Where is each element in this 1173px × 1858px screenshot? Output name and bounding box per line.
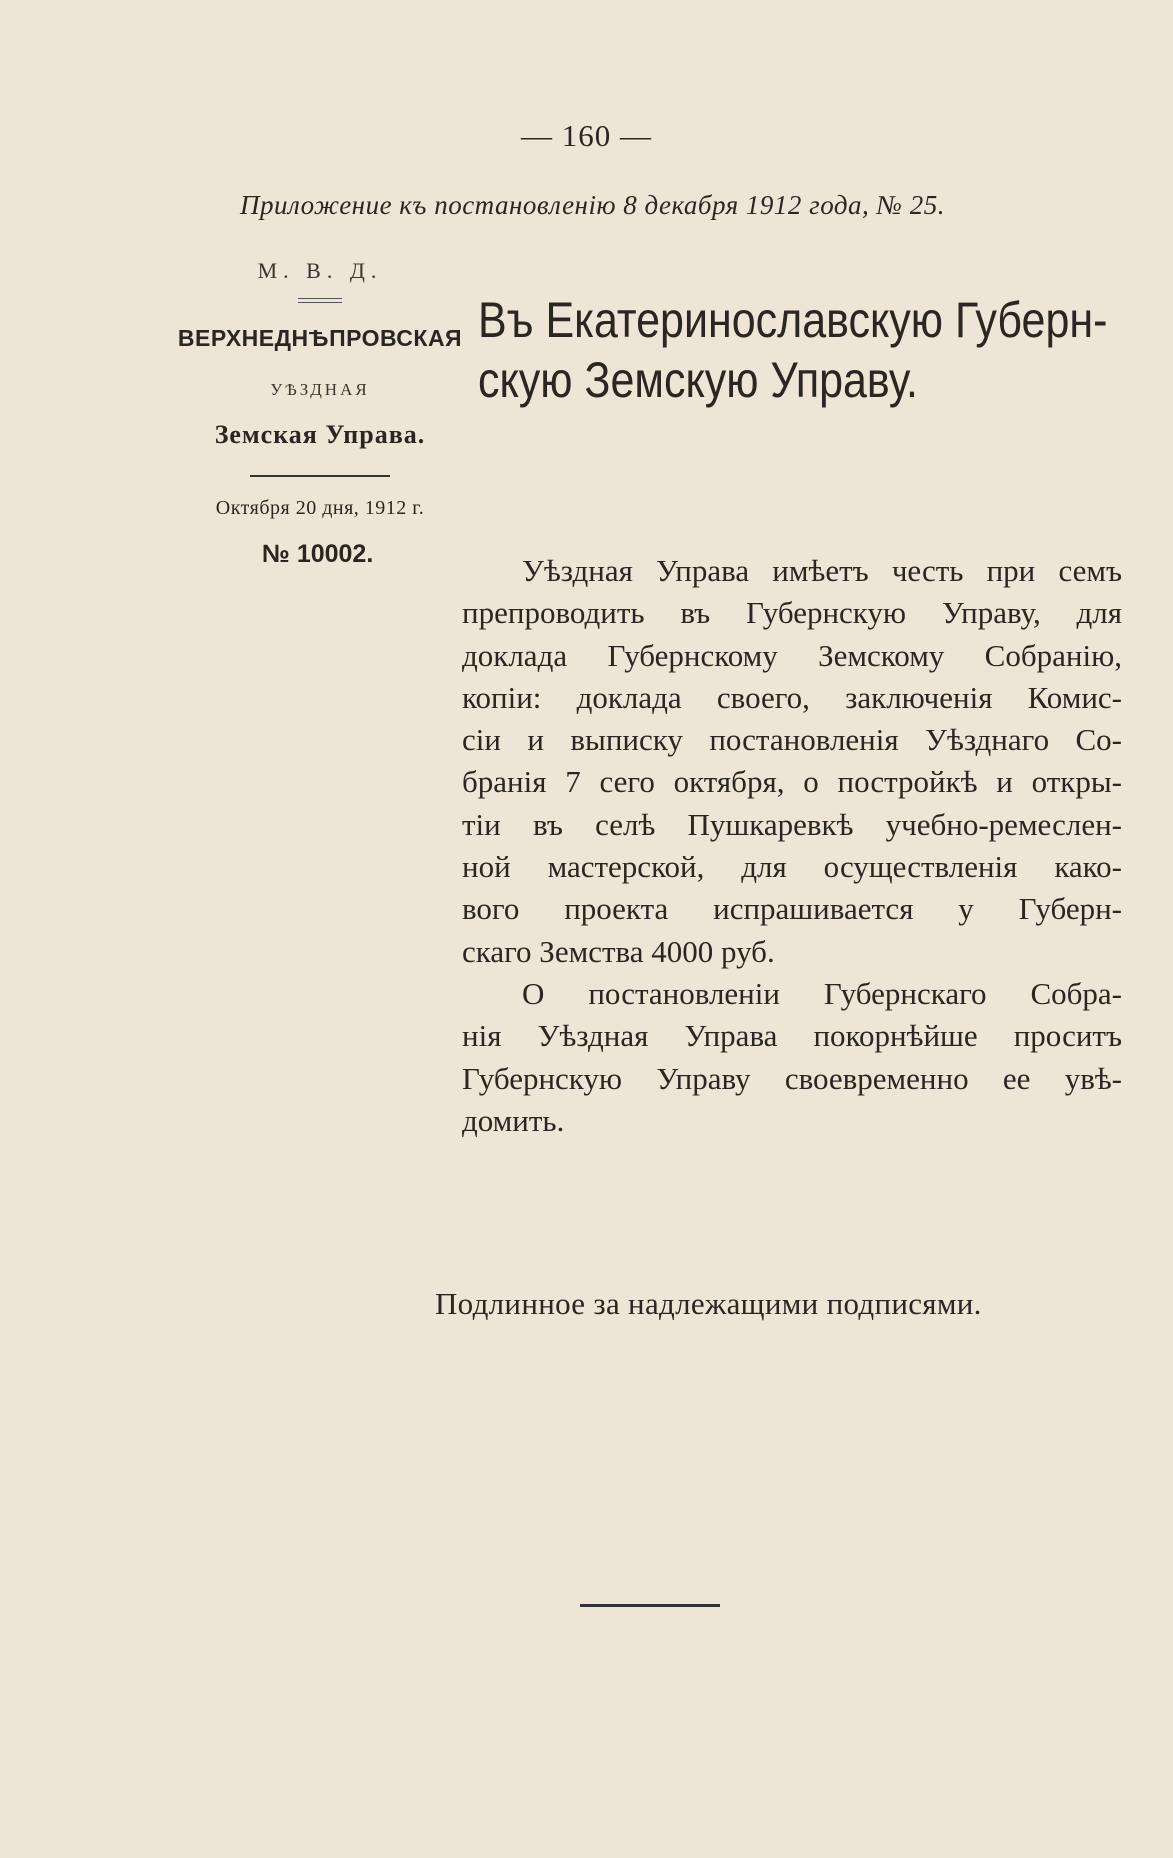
body-line: тіи въ селѣ Пушкаревкѣ учебно-ремеслен- xyxy=(462,806,1122,842)
closing-rule xyxy=(580,1604,720,1607)
paragraph-2 xyxy=(462,973,1122,1142)
body-line: домить. xyxy=(462,1102,565,1138)
body-line: ной мастерской, для осуществленія како- xyxy=(462,849,1122,885)
body-line: копіи: доклада своего, заключенія Комис- xyxy=(462,679,1122,715)
body-line: вого проекта испрашивается у Губерн- xyxy=(462,891,1122,927)
body-line: препроводить въ Губернскую Управу, для xyxy=(462,595,1122,631)
addressee-line-1: Въ Екатеринославскую Губерн- xyxy=(478,292,1108,348)
ornament-divider xyxy=(170,298,470,308)
body-line: бранія 7 сего октября, о постройкѣ и откры- xyxy=(462,764,1122,800)
body-line: нія Уѣздная Управа покорнѣйше проситъ xyxy=(462,1018,1122,1054)
sender-name: ВЕРХНЕДНѢПРОВСКАЯ xyxy=(177,325,463,351)
addressee xyxy=(478,290,1123,410)
body-line: скаго Земства 4000 руб. xyxy=(462,933,775,969)
appendix-heading: Приложение къ постановленію 8 декабря 1912 года, № 25. xyxy=(240,190,945,220)
body-line: Губернскую Управу своевременно ее увѣ- xyxy=(462,1060,1122,1096)
letter-date: Октября 20 дня, 1912 г. xyxy=(215,497,425,519)
body-line: сіи и выписку постановленія Уѣзднаго Со- xyxy=(462,722,1122,758)
page-number: — 160 — xyxy=(521,118,652,153)
ministry-abbrev: М. В. Д. xyxy=(257,258,383,283)
letter-number: № 10002. xyxy=(262,540,374,568)
addressee-line-2: скую Земскую Управу. xyxy=(478,352,918,408)
sender-office: Земская Управа. xyxy=(214,420,426,449)
body-line: О постановленіи Губернскаго Собра- xyxy=(522,975,1122,1011)
body-line: Уѣздная Управа имѣетъ честь при семъ xyxy=(522,553,1122,588)
letter-body xyxy=(462,550,1122,1142)
paragraph-1 xyxy=(462,550,1122,973)
signature-note: Подлинное за надлежащими подписями. xyxy=(435,1286,982,1321)
sender-district: УѢЗДНАЯ xyxy=(270,380,370,399)
sender-divider xyxy=(170,475,470,478)
body-line: доклада Губернскому Земскому Собранію, xyxy=(462,637,1122,673)
